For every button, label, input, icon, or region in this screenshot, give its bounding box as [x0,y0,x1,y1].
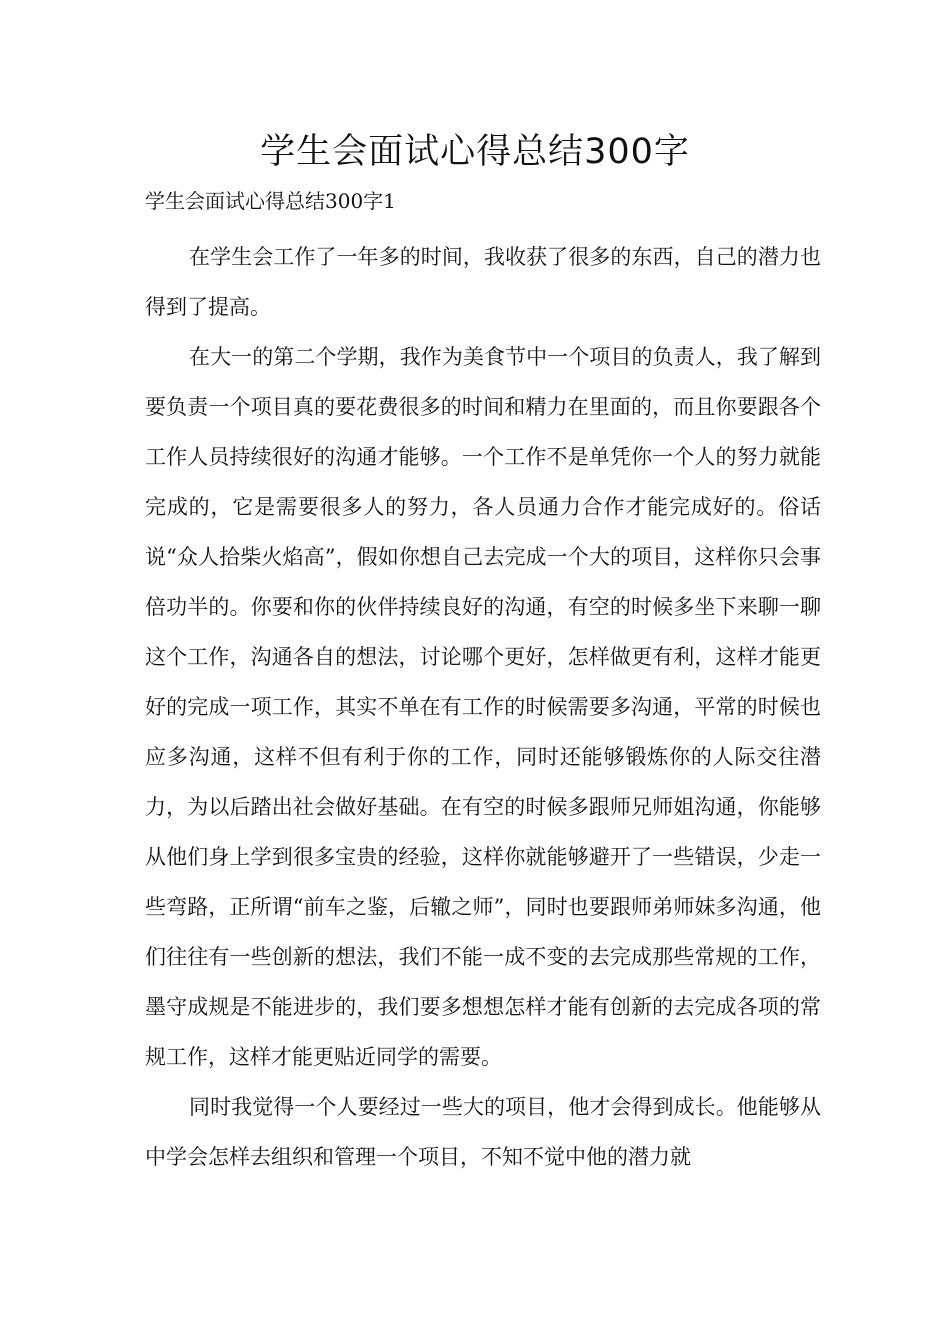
paragraph-2: 在大一的第二个学期，我作为美食节中一个项目的负责人，我了解到要负责一个项目真的要花费很多的时间和精力在里面的，而且你要跟各个工作人员持续很好的沟通才能够。一个工作不是单凭你一个人的努力就能完成的，它是需要很多人的努力，各人员通力合作才能完成好的。俗话说“众人拾柴火焰高”，假如你想自己去完成一个大的项目，这样你只会事倍功半的。你要和你的伙伴持续良好的沟通，有空的时候多坐下来聊一聊这个工作，沟通各自的想法，讨论哪个更好，怎样做更有利，这样才能更好的完成一项工作，其实不单在有工作的时候需要多沟通，平常的时候也应多沟通，这样不但有利于你的工作，同时还能够锻炼你的人际交往潜力，为以后踏出社会做好基础。在有空的时候多跟师兄师姐沟通，你能够从他们身上学到很多宝贵的经验，这样你就能够避开了一些错误，少走一些弯路，正所谓“前车之鉴，后辙之师”，同时也要跟师弟师妹多沟通，他们往往有一些创新的想法，我们不能一成不变的去完成那些常规的工作，墨守成规是不能进步的，我们要多想想怎样才能有创新的去完成各项的常规工作，这样才能更贴近同学的需要。 [145,345,821,1069]
paragraph-3: 同时我觉得一个人要经过一些大的项目，他才会得到成长。他能够从中学会怎样去组织和管理一个项目，不知不觉中他的潜力就 [145,1095,821,1169]
document-subtitle: 学生会面试心得总结300字1 [145,189,396,213]
document-title: 学生会面试心得总结300字 [260,132,690,172]
document-body [145,232,821,1182]
paragraph-1: 在学生会工作了一年多的时间，我收获了很多的东西，自己的潜力也得到了提高。 [145,245,821,319]
